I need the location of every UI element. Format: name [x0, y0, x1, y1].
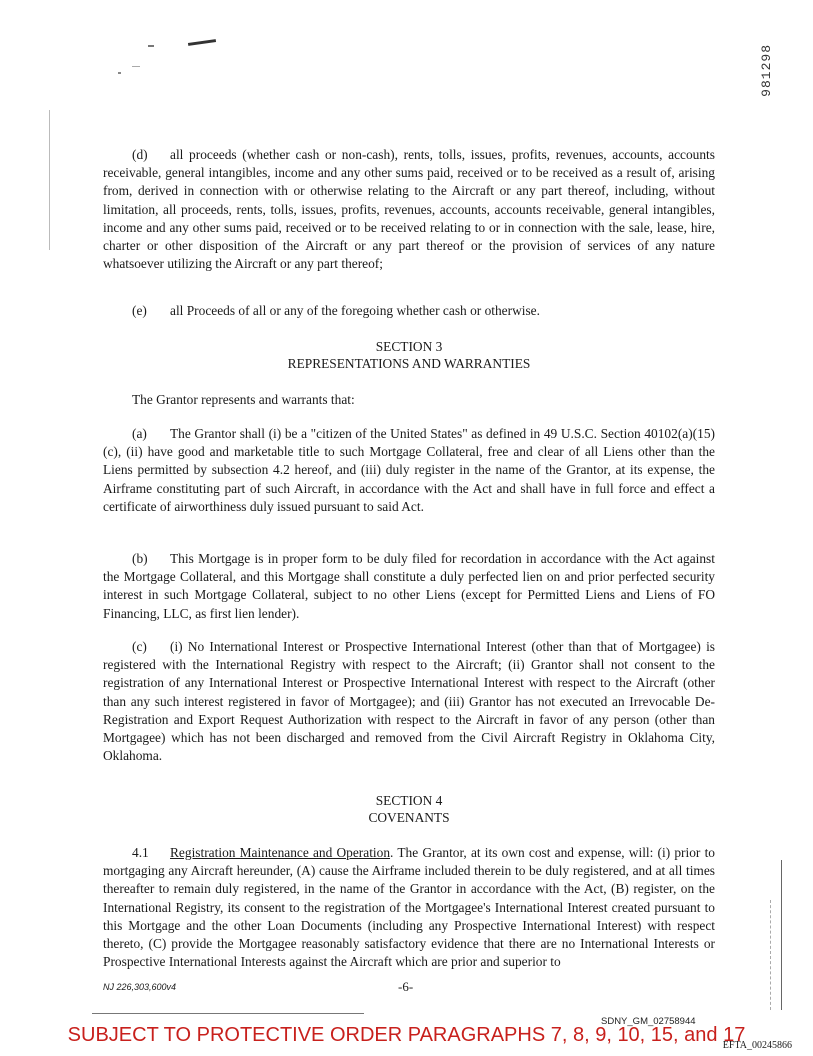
paragraph-text: . The Grantor, at its own cost and expense, will: (i) prior to mortgaging any Aircraft hereunder, (A) cause the Airframe included therein to be duly registered, and at all times thereafter to remain duly registered, in the name of the Grantor in accordance with the Act, (B) register, on the International Registry, its consent to the registration of the Mortgagee's International Interest created pursuant to this Mortgage and the other Loan Documents (including any Prospective International Interest) with respect thereto, (C) provide the Mortgagee reasonably satisfactory evidence that there are no International Interests or Prospective International Interests against the Aircraft which are prior and superior to — [103, 845, 715, 970]
scan-artifact — [132, 66, 140, 67]
page-stamp: 981298 — [759, 44, 774, 97]
paragraph-text: all Proceeds of all or any of the foregoing whether cash or otherwise. — [170, 303, 540, 318]
section-4-number: SECTION 4 — [375, 793, 443, 808]
bates-number: SDNY_GM_02758944 — [601, 1016, 696, 1027]
footer-rule — [92, 1013, 364, 1014]
paragraph-text: The Grantor shall (i) be a "citizen of the United States" as defined in 49 U.S.C. Section 40102(a)(15)(c), (ii) have good and marketable title to such Mortgage Collateral, free and clear of all Liens other than the Liens permitted by subsection 4.2 hereof, and (iii) duly register in the name of the Grantor, at its expense, the Airframe constituting part of such Aircraft, in accordance with the Act and shall have in full force and effect a certificate of airworthiness duly issued pursuant to said Act. — [103, 426, 715, 514]
section-3-number: SECTION 3 — [375, 339, 443, 354]
paragraph-heading: Registration Maintenance and Operation — [170, 845, 391, 860]
paragraph-a — [103, 425, 715, 516]
paragraph-label: (c) — [132, 639, 147, 654]
section-3-title: REPRESENTATIONS AND WARRANTIES — [287, 356, 531, 371]
paragraph-label: (a) — [132, 426, 147, 441]
paragraph-label: (b) — [132, 551, 148, 566]
paragraph-e — [103, 302, 715, 320]
paragraph-b — [103, 550, 715, 623]
scan-edge-line — [770, 900, 772, 1010]
scan-edge-line — [49, 110, 50, 250]
scan-artifact — [118, 72, 121, 74]
scan-artifact — [148, 45, 154, 47]
paragraph-d — [103, 146, 715, 273]
scan-edge-line — [781, 860, 782, 1010]
scan-artifact — [188, 39, 216, 46]
paragraph-label: 4.1 — [132, 845, 149, 860]
paragraph-text: This Mortgage is in proper form to be duly filed for recordation in accordance with the Act against the Mortgage Collateral, and this Mortgage shall constitute a duly perfected lien on and prior perfected security interest in such Mortgage Collateral, subject to no other Liens (except for Permitted Liens and Liens of FO Financing, LLC, as first lien lender). — [103, 551, 715, 621]
document-id: NJ 226,303,600v4 — [103, 982, 177, 992]
paragraph-4-1 — [103, 844, 715, 971]
paragraph-label: (d) — [132, 147, 148, 162]
section-4-title: COVENANTS — [368, 810, 450, 825]
efta-number: EFTA_00245866 — [722, 1040, 792, 1051]
paragraph-text: (i) No International Interest or Prospective International Interest (other than that of Mortgagee) is registered with the International Registry with respect to the Aircraft; (ii) Grantor shall not consent to the registration of any International Interest or Prospective International Interest with respect to the Aircraft (other than any such interest registered in favor of Mortgagee); and (iii) Grantor has not executed an Irrevocable De-Registration and Export Request Authorization with respect to the Aircraft in favor of any person (other than Mortgagee) which has not been discharged and removed from the Civil Aircraft Registry in Oklahoma City, Oklahoma. — [103, 639, 715, 764]
paragraph-label: (e) — [132, 303, 147, 318]
protective-order-notice: SUBJECT TO PROTECTIVE ORDER PARAGRAPHS 7, 8, 9, 10, 15, and 17 — [67, 1024, 746, 1046]
paragraph-text: all proceeds (whether cash or non-cash), rents, tolls, issues, profits, revenues, accounts, accounts receivable, general intangibles, income and any other sums paid, received or to be received as a result of, arising from, derived in connection with or otherwise relating to the Aircraft or any part thereof, including, without limitation, all proceeds, rents, tolls, issues, profits, revenues, accounts, accounts receivable, general intangibles, income and any other sums paid, received or to be received relating to or in connection with the sale, lease, hire, charter or other disposition of the Aircraft or any part thereof or the provision of services of any nature whatsoever utilizing the Aircraft or any part thereof; — [103, 147, 715, 272]
page-number: -6- — [398, 979, 414, 994]
paragraph-c — [103, 638, 715, 765]
representations-intro: The Grantor represents and warrants that: — [132, 392, 355, 407]
